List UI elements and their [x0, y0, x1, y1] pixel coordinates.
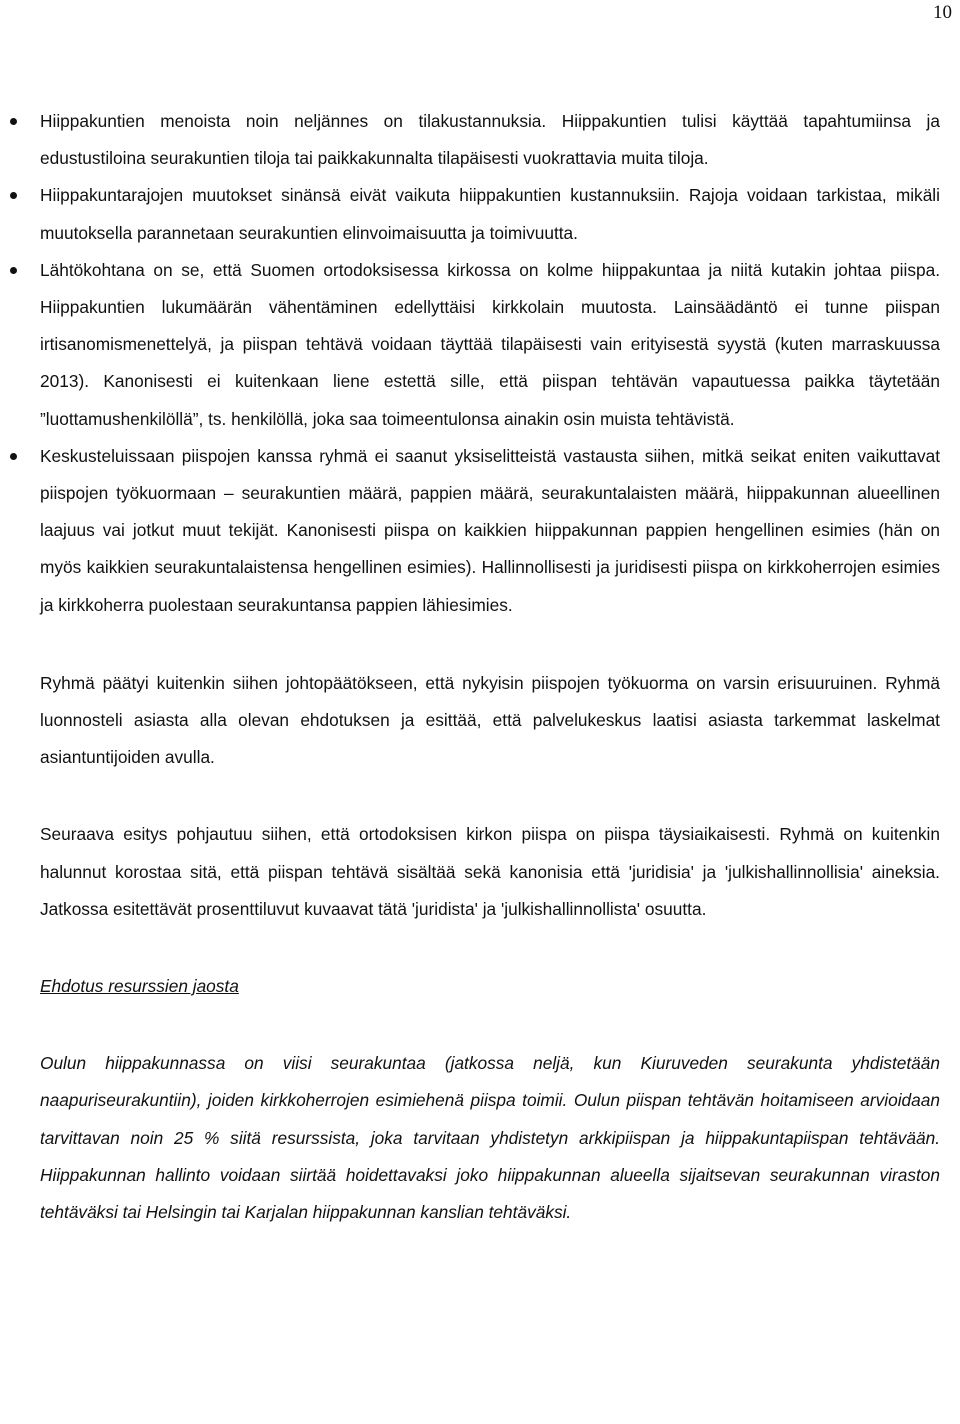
paragraph-conclusion: Ryhmä päätyi kuitenkin siihen johtopäätökseen, että nykyisin piispojen työkuorma on varsin erisuuruinen. Ryhmä luonnosteli asiasta alla olevan ehdotuksen ja esittää, että palvelukeskus laatisi asiasta tarkemmat laskelmat asiantuntijoiden avulla.	[40, 672, 940, 768]
bullet-text: Hiippakuntien menoista noin neljännes on tilakustannuksia. Hiippakuntien tulisi käyttää tapahtumiinsa ja edustustiloina seurakuntien tiloja tai paikkakunnalta tilapäisesti vuokrattavia muita tiloja.	[40, 111, 940, 169]
bullet-text: Keskusteluissaan piispojen kanssa ryhmä ei saanut yksiselitteistä vastausta siihen, mitkä seikat eniten vaikuttavat piispojen työkuormaan – seurakuntien määrä, pappien määrä, seurakuntalaisten määrä, hiippakunnan alueellinen laajuus vai jotkut muut tekijät. Kanonisesti piispa on kaikkien hiippakunnan pappien hengellinen esimies (hän on myös kaikkien seurakuntalaistensa hengellinen esimies). Hallinnollisesti ja juridisesti piispa on kirkkoherrojen esimies ja kirkkoherra puolestaan seurakuntansa pappien lähiesimies.	[40, 445, 940, 615]
bullet-icon	[10, 118, 17, 125]
list-item	[40, 438, 940, 624]
bullet-icon	[10, 192, 17, 199]
bullet-icon	[10, 453, 17, 460]
list-item	[40, 252, 940, 438]
bullet-icon	[10, 267, 17, 274]
paragraph-proposal-basis: Seuraava esitys pohjautuu siihen, että ortodoksisen kirkon piispa on piispa täysiaikaisesti. Ryhmä on kuitenkin halunnut korostaa sitä, että piispan tehtävä sisältää sekä kanonisia että 'juridisia' ja 'julkishallinnollisia' aineksia. Jatkossa esitettävät prosenttiluvut kuvaavat tätä 'juridista' ja 'julkishallinnollista' osuutta.	[40, 824, 940, 919]
section-heading: Ehdotus resurssien jaosta	[40, 976, 239, 997]
document-body	[40, 103, 940, 1231]
list-item	[40, 103, 940, 177]
page-number: 10	[933, 2, 952, 23]
bullet-text: Hiippakuntarajojen muutokset sinänsä eivät vaikuta hiippakuntien kustannuksiin. Rajoja voidaan tarkistaa, mikäli muutoksella parannetaan seurakuntien elinvoimaisuutta ja toimivuutta.	[40, 185, 940, 243]
section-paragraph: Oulun hiippakunnassa on viisi seurakuntaa (jatkossa neljä, kun Kiuruveden seurakunta yhdistetään naapuriseurakuntiin), joiden kirkkoherrojen esimiehenä piispa toimii. Oulun piispan tehtävän hoitamiseen arvioidaan tarvittavan noin 25 % siitä resurssista, joka tarvitaan yhdistetyn arkkipiispan ja hiippakuntapiispan tehtävään. Hiippakunnan hallinto voidaan siirtää hoidettavaksi joko hiippakunnan alueella sijaitsevan seurakunnan viraston tehtäväksi tai Helsingin tai Karjalan hiippakunnan kanslian tehtäväksi.	[40, 1053, 940, 1223]
bullet-list	[40, 103, 940, 624]
list-item	[40, 177, 940, 251]
bullet-text: Lähtökohtana on se, että Suomen ortodoksisessa kirkossa on kolme hiippakuntaa ja niitä kutakin johtaa piispa. Hiippakuntien lukumäärän vähentäminen edellyttäisi kirkkolain muutosta. Lainsäädäntö ei tunne piispan irtisanomismenettelyä, ja piispan tehtävä voidaan täyttää tilapäisesti vain erityisestä syystä (kuten marraskuussa 2013). Kanonisesti ei kuitenkaan liene estettä sille, että piispan tehtävän vapautuessa paikka täytetään ”luottamushenkilöllä”, ts. henkilöllä, joka saa toimeentulonsa ainakin osin muista tehtävistä.	[40, 259, 940, 429]
